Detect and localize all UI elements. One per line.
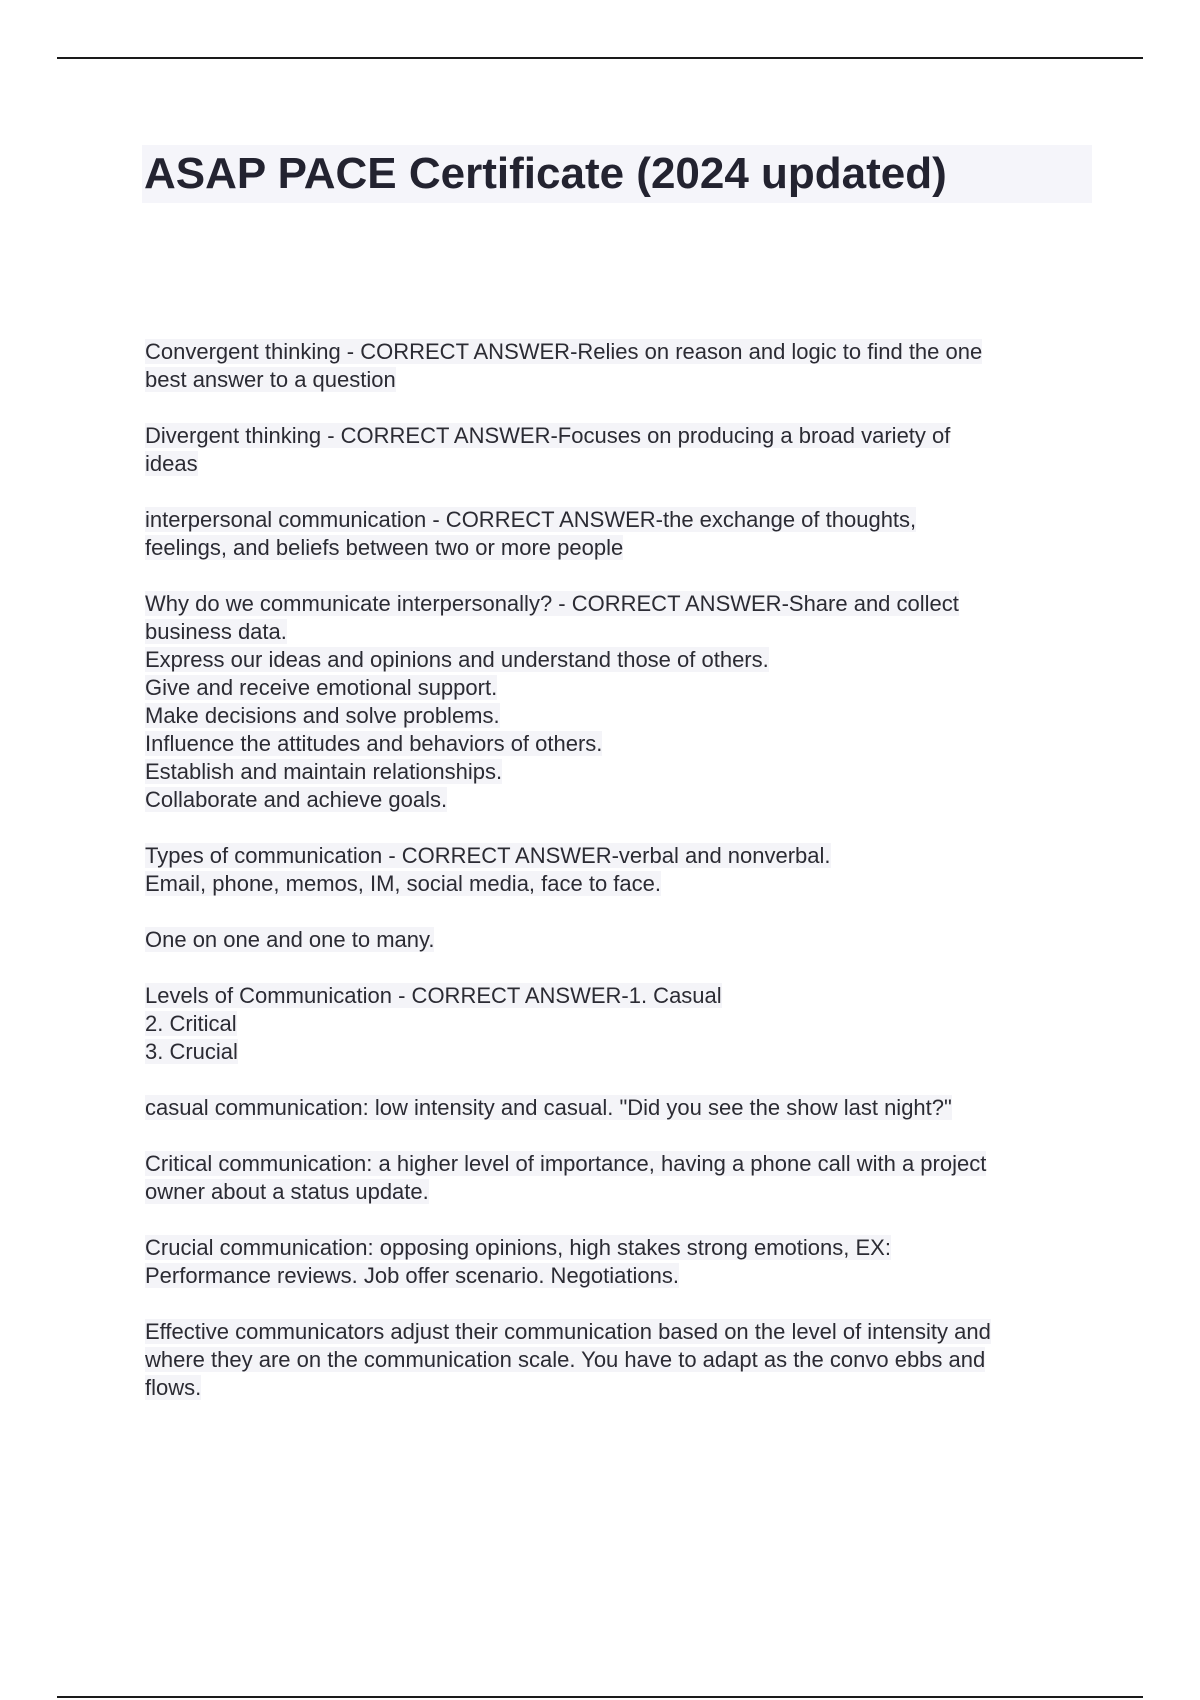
text-line: feelings, and beliefs between two or more people: [145, 535, 624, 560]
bottom-rule: [57, 1696, 1143, 1698]
entry-why-communicate: [145, 590, 1085, 814]
entry-levels-of-communication: [145, 982, 1085, 1066]
text-line: Email, phone, memos, IM, social media, face to face.: [145, 871, 662, 896]
entry-interpersonal-communication: [145, 506, 1085, 562]
text-line: ideas: [145, 451, 198, 476]
text-line: 3. Crucial: [145, 1039, 238, 1064]
text-line: best answer to a question: [145, 367, 396, 392]
text-line: Divergent thinking - CORRECT ANSWER-Focuses on producing a broad variety of: [145, 423, 951, 448]
entry-types-of-communication: [145, 842, 1085, 898]
entry-casual-communication: [145, 1094, 1085, 1122]
text-line: Influence the attitudes and behaviors of others.: [145, 731, 603, 756]
entry-effective-communicators: [145, 1318, 1085, 1402]
text-line: Crucial communication: opposing opinions, high stakes strong emotions, EX:: [145, 1235, 891, 1260]
text-line: Types of communication - CORRECT ANSWER-verbal and nonverbal.: [145, 843, 831, 868]
text-line: One on one and one to many.: [145, 927, 435, 952]
text-line: owner about a status update.: [145, 1179, 429, 1204]
top-rule: [57, 57, 1143, 59]
document-body: [145, 338, 1085, 1430]
text-line: Performance reviews. Job offer scenario. Negotiations.: [145, 1263, 679, 1288]
entry-convergent-thinking: [145, 338, 1085, 394]
entry-critical-communication: [145, 1150, 1085, 1206]
text-line: casual communication: low intensity and casual. "Did you see the show last night?": [145, 1095, 952, 1120]
text-line: Collaborate and achieve goals.: [145, 787, 448, 812]
text-line: 2. Critical: [145, 1011, 237, 1036]
page-title: ASAP PACE Certificate (2024 updated): [142, 145, 1092, 203]
text-line: Make decisions and solve problems.: [145, 703, 500, 728]
text-line: business data.: [145, 619, 287, 644]
text-line: Give and receive emotional support.: [145, 675, 498, 700]
text-line: interpersonal communication - CORRECT ANSWER-the exchange of thoughts,: [145, 507, 917, 532]
text-line: Critical communication: a higher level of importance, having a phone call with a project: [145, 1151, 987, 1176]
text-line: flows.: [145, 1375, 202, 1400]
text-line: Why do we communicate interpersonally? - CORRECT ANSWER-Share and collect: [145, 591, 959, 616]
text-line: Effective communicators adjust their communication based on the level of intensity and: [145, 1319, 991, 1344]
text-line: Convergent thinking - CORRECT ANSWER-Relies on reason and logic to find the one: [145, 339, 983, 364]
entry-one-on-one: [145, 926, 1085, 954]
text-line: Express our ideas and opinions and understand those of others.: [145, 647, 769, 672]
text-line: Establish and maintain relationships.: [145, 759, 503, 784]
entry-divergent-thinking: [145, 422, 1085, 478]
text-line: Levels of Communication - CORRECT ANSWER-1. Casual: [145, 983, 722, 1008]
entry-crucial-communication: [145, 1234, 1085, 1290]
text-line: where they are on the communication scale. You have to adapt as the convo ebbs and: [145, 1347, 986, 1372]
